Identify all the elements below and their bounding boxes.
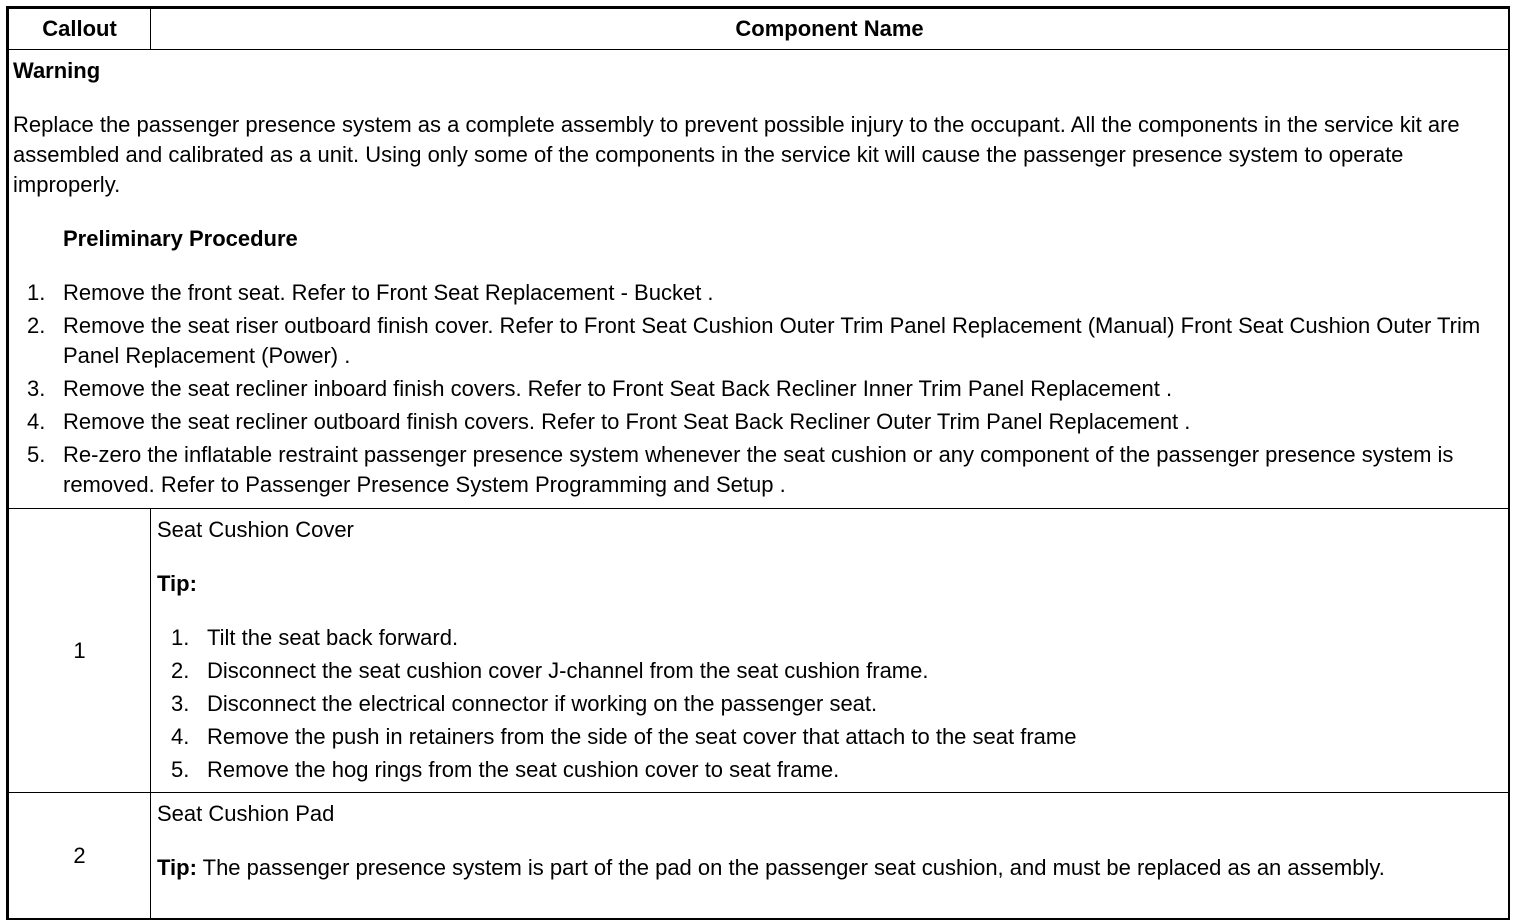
callout-number: 2	[9, 793, 151, 919]
list-item	[13, 278, 1504, 308]
step-number: 1.	[171, 625, 190, 650]
tip-label: Tip:	[157, 571, 197, 596]
list-item	[13, 374, 1504, 404]
list-item	[13, 440, 1504, 500]
warning-cell	[9, 50, 1509, 509]
list-item	[157, 689, 1504, 719]
step-text: Remove the front seat. Refer to Front Seat Replacement - Bucket .	[63, 280, 714, 305]
step-number: 4.	[27, 409, 46, 434]
step-text: Tilt the seat back forward.	[207, 625, 459, 650]
tip-steps-list	[157, 623, 1504, 785]
list-item	[157, 722, 1504, 752]
tip-paragraph	[157, 853, 1504, 883]
step-number: 2.	[27, 313, 46, 338]
component-cell	[151, 793, 1509, 919]
step-number: 5.	[27, 442, 46, 467]
procedure-table-frame	[6, 6, 1510, 920]
step-text: Remove the push in retainers from the side of the seat cover that attach to the seat frame	[207, 724, 1077, 749]
procedure-table	[8, 8, 1509, 919]
header-callout: Callout	[9, 9, 151, 50]
list-item	[13, 407, 1504, 437]
step-text: Disconnect the seat cushion cover J-channel from the seat cushion frame.	[207, 658, 929, 683]
list-item	[157, 656, 1504, 686]
step-number: 3.	[27, 376, 46, 401]
list-item	[157, 623, 1504, 653]
component-cell	[151, 509, 1509, 793]
warning-row	[9, 50, 1509, 509]
step-number: 4.	[171, 724, 190, 749]
step-text: Re-zero the inflatable restraint passenger presence system whenever the seat cushion or any component of the passenger presence system is removed. Refer to Passenger Presence System Programming and Setup .	[63, 442, 1454, 497]
step-text: Remove the hog rings from the seat cushion cover to seat frame.	[207, 757, 840, 782]
step-number: 1.	[27, 280, 46, 305]
callout-number: 1	[9, 509, 151, 793]
header-component-name: Component Name	[151, 9, 1509, 50]
warning-text: Replace the passenger presence system as a complete assembly to prevent possible injury to the occupant. All the components in the service kit are assembled and calibrated as a unit. Using only some of the components in the service kit will cause the passenger presence system to operate improperly.	[13, 112, 1460, 197]
step-text: Disconnect the electrical connector if working on the passenger seat.	[207, 691, 878, 716]
list-item	[157, 755, 1504, 785]
step-number: 3.	[171, 691, 190, 716]
step-number: 5.	[171, 757, 190, 782]
table-header-row	[9, 9, 1509, 50]
step-text: Remove the seat recliner outboard finish covers. Refer to Front Seat Back Recliner Outer Trim Panel Replacement .	[63, 409, 1191, 434]
warning-title: Warning	[13, 58, 101, 83]
step-text: Remove the seat recliner inboard finish covers. Refer to Front Seat Back Recliner Inner Trim Panel Replacement .	[63, 376, 1173, 401]
preliminary-steps-list	[13, 278, 1504, 500]
component-name: Seat Cushion Pad	[157, 801, 335, 826]
step-text: Remove the seat riser outboard finish cover. Refer to Front Seat Cushion Outer Trim Panel Replacement (Manual) Front Seat Cushion Outer Trim Panel Replacement (Power) .	[63, 313, 1481, 368]
list-item	[13, 311, 1504, 371]
tip-label: Tip:	[157, 855, 197, 880]
preliminary-procedure-title: Preliminary Procedure	[63, 226, 298, 251]
tip-text: The passenger presence system is part of the pad on the passenger seat cushion, and must be replaced as an assembly.	[196, 855, 1385, 880]
table-row	[9, 793, 1509, 919]
table-row	[9, 509, 1509, 793]
step-number: 2.	[171, 658, 190, 683]
component-name: Seat Cushion Cover	[157, 517, 354, 542]
